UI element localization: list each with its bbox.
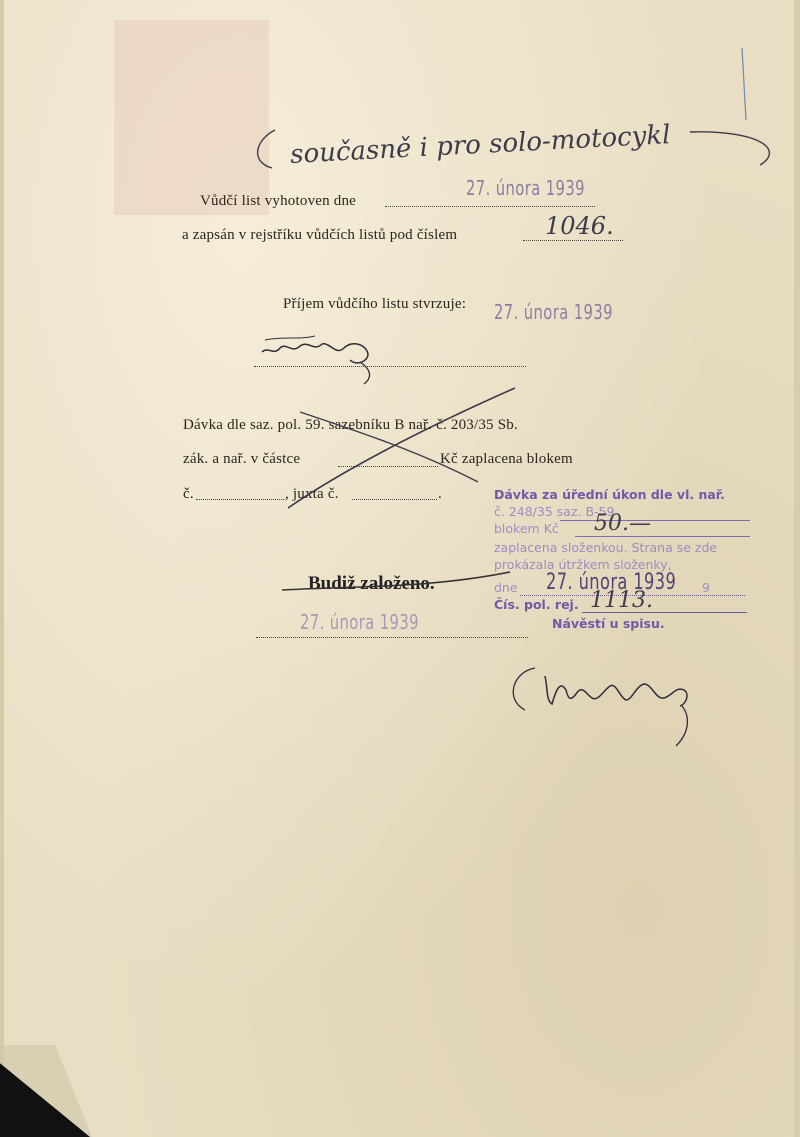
filing-date-stamp: 27. února 1939 [300, 610, 419, 634]
registered-label: a zapsán v rejstříku vůdčích listů pod číslem [182, 227, 458, 243]
fee-line-2a: zák. a nař. v částce [183, 451, 301, 467]
stamp-line-5: prokázala útržkem složenky, [494, 557, 672, 572]
stamp-line-3a: blokem Kč [494, 521, 559, 536]
handwritten-note: současně i pro solo-motocykl [289, 120, 672, 170]
receipt-date-stamp: 27. února 1939 [494, 300, 613, 324]
stamp-date: 27. února 1939 [546, 570, 677, 595]
stamp-line-6b: 9 [702, 580, 710, 595]
fee-line-2b: Kč zaplacena blokem [440, 451, 573, 467]
stamp-line-1: Dávka za úřední úkon dle vl. nař. [494, 487, 725, 502]
fee-line-1: Dávka dle saz. pol. 59. sazebníku B nař. č. 203/35 Sb. [183, 417, 518, 433]
issued-label: Vůdčí list vyhotoven dne [200, 193, 357, 209]
fee-line-3c: . [438, 486, 442, 502]
filing-label: Budiž založeno. [308, 573, 435, 594]
stamp-fee-amount: 50.— [594, 511, 651, 536]
receipt-label: Příjem vůdčího listu stvrzuje: [283, 296, 467, 312]
stamp-line-4: zaplacena složenkou. Strana se zde [494, 540, 718, 555]
fee-line-3b: , juxta č. [285, 486, 339, 502]
stamp-register-number: 1113. [590, 588, 653, 613]
issued-date-stamp: 27. února 1939 [466, 176, 585, 200]
stamp-line-2: č. 248/35 saz. B-59 [494, 504, 615, 519]
fee-line-3a: č. [183, 486, 194, 502]
stamp-line-8: Návěstí u spisu. [552, 616, 665, 631]
stamp-line-7a: Čís. pol. rej. [494, 597, 579, 612]
stamp-line-6a: dne [494, 580, 518, 595]
registered-number: 1046. [545, 212, 614, 240]
